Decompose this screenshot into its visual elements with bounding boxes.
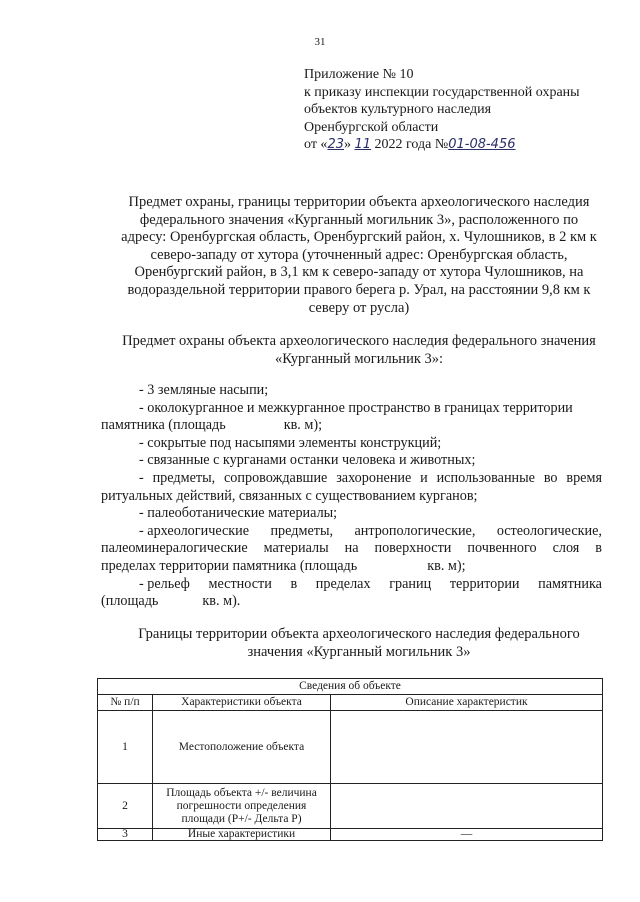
word: предметы,	[270, 522, 334, 539]
page-number: 31	[314, 36, 326, 48]
list-item-continuation	[101, 417, 602, 435]
word: территории	[449, 575, 520, 592]
list-item-continuation	[101, 540, 602, 558]
word: почвенного	[467, 540, 537, 557]
protection-subject-heading	[100, 332, 618, 368]
protection-items-list	[101, 382, 602, 611]
list-item: - 3 земляные насыпи;	[139, 382, 269, 398]
table-caption: Сведения об объекте	[98, 679, 603, 695]
word: захоронение	[336, 469, 412, 486]
boundaries-heading	[100, 626, 618, 661]
word: памятника	[538, 575, 602, 592]
main-heading-line: Предмет охраны, границы территории объекта археологического наследия	[128, 194, 590, 210]
word: в	[595, 540, 602, 557]
order-number-handwritten: 01-08-456	[448, 137, 516, 152]
list-item	[101, 576, 602, 594]
main-heading-line: федерального значения «Курганный могильник 3», расположенного по	[139, 211, 579, 228]
list-item-text: кв. м);	[427, 557, 466, 574]
row-description: —	[331, 829, 603, 841]
word: - рельеф	[139, 575, 190, 592]
date-year: 2022 года №	[371, 137, 449, 152]
appendix-order-line: к приказу инспекции государственной охраны	[304, 84, 580, 100]
boundaries-heading-line: значения «Курганный могильник 3»	[247, 643, 471, 660]
table-row	[98, 784, 603, 829]
date-mid: »	[343, 137, 355, 152]
word: предметы,	[152, 469, 216, 486]
list-item-text: пределах территории памятника (площадь	[101, 557, 358, 574]
row-number: 3	[98, 829, 153, 841]
list-item	[101, 470, 602, 488]
main-heading-line: адресу: Оренбургская область, Оренбургский район, х. Чулошников, в 2 км к	[121, 229, 597, 246]
word: и	[420, 469, 428, 486]
word: использованные	[436, 469, 535, 486]
main-heading-line: северу от русла)	[308, 299, 410, 316]
row-description	[331, 711, 603, 784]
appendix-title: Приложение № 10	[304, 67, 414, 82]
word: во	[543, 469, 558, 486]
main-heading-line: Оренбургский район, в 3,1 км к северо-западу от хутора Чулошников, на	[134, 264, 584, 281]
main-heading-line: северо-западу от хутора (уточненный адрес: Оренбургская область,	[150, 246, 568, 263]
list-item-continuation	[101, 558, 602, 576]
list-item: - околокурганное и межкурганное пространство в границах территории	[139, 399, 573, 416]
word: слоя	[552, 540, 580, 557]
date-month-handwritten: 11	[354, 137, 372, 152]
list-item: - связанные с курганами останки человека и животных;	[139, 452, 476, 469]
boundaries-heading-line: Границы территории объекта археологического наследия федерального	[138, 626, 580, 642]
table-row	[98, 711, 603, 784]
list-item: - сокрытые под насыпями элементы конструкций;	[139, 434, 442, 451]
word: - археологические	[139, 522, 250, 539]
word: антропологические,	[354, 522, 476, 539]
list-item-continuation: ритуальных действий, связанных с существованием курганов;	[101, 487, 478, 504]
row-characteristic: Иные характеристики	[153, 829, 331, 841]
table-row	[98, 829, 603, 841]
appendix-region-line: Оренбургской области	[304, 119, 439, 135]
list-item-text: (площадь	[101, 593, 159, 610]
list-item-text: кв. м);	[283, 417, 323, 434]
word: материалы	[263, 540, 329, 557]
object-info-table	[97, 678, 603, 841]
word: на	[344, 540, 359, 557]
appendix-date-line	[304, 136, 624, 154]
column-header-description: Описание характеристик	[331, 695, 603, 711]
list-item: - палеоботанические материалы;	[139, 505, 338, 522]
protection-heading-line: «Курганный могильник 3»:	[274, 351, 444, 367]
main-heading-line: водораздельной территории правого берега р. Урал, на расстоянии 9,8 км к	[127, 281, 591, 298]
date-prefix: от «	[304, 137, 328, 152]
row-description	[331, 784, 603, 829]
row-number: 2	[98, 784, 153, 829]
appendix-header	[304, 66, 624, 154]
word: пределах	[315, 575, 371, 592]
word: сопровождавшие	[224, 469, 328, 486]
protection-heading-line: Предмет охраны объекта археологического наследия федерального значения	[122, 333, 596, 349]
appendix-heritage-line: объектов культурного наследия	[304, 102, 492, 117]
list-item	[101, 523, 602, 541]
list-item-continuation	[101, 593, 602, 611]
word: остеологические,	[496, 522, 602, 539]
word: местности	[208, 575, 272, 592]
word: в	[290, 575, 298, 592]
word: палеоминералогические	[101, 540, 248, 557]
date-day-handwritten: 23	[327, 137, 344, 152]
word: поверхности	[374, 540, 452, 557]
list-item-text: памятника (площадь	[101, 417, 226, 434]
row-characteristic: Площадь объекта +/- величина погрешности определения площади (Р+/- Дельта Р)	[153, 784, 331, 829]
column-header-number: № п/п	[98, 695, 153, 711]
word: границ	[389, 575, 432, 592]
row-characteristic: Местоположение объекта	[153, 711, 331, 784]
row-number: 1	[98, 711, 153, 784]
word: -	[139, 469, 144, 486]
main-heading	[100, 194, 618, 317]
word: время	[566, 469, 602, 486]
column-header-characteristic: Характеристики объекта	[153, 695, 331, 711]
list-item-text: кв. м).	[202, 593, 241, 610]
